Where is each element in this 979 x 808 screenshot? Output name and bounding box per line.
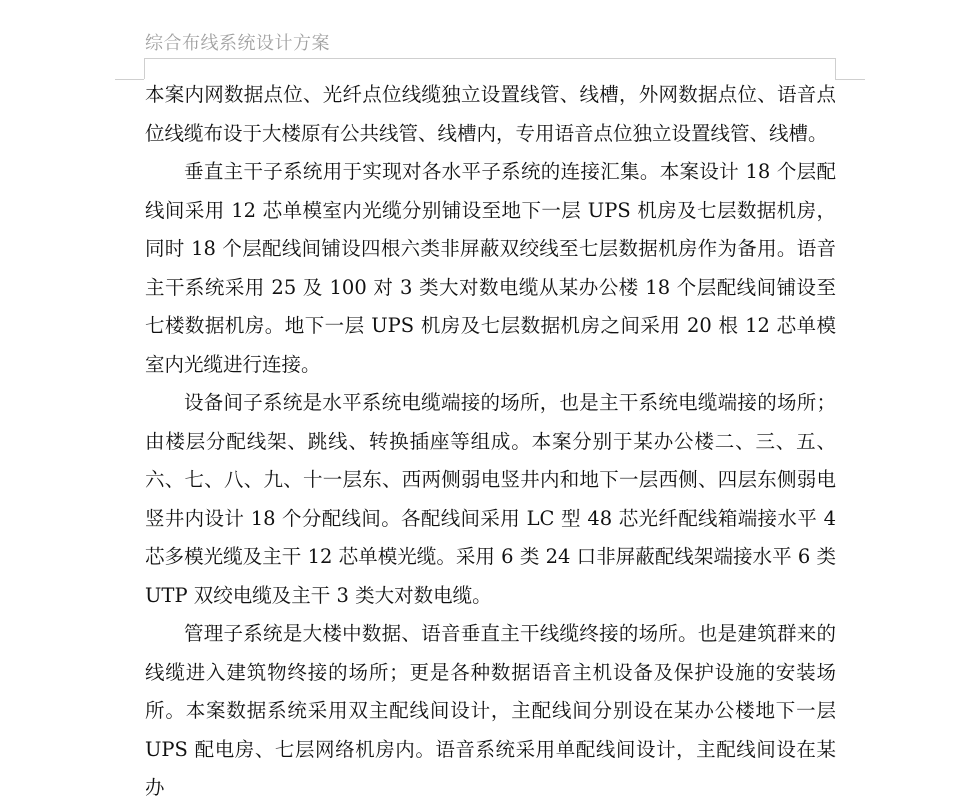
paragraph-backbone-subsystem: 垂直主干子系统用于实现对各水平子系统的连接汇集。本案设计 18 个层配线间采用 12 芯单模室内光缆分别铺设至地下一层 UPS 机房及七层数据机房，同时 18 个层配线间铺设四根六类非屏蔽双绞线至七层数据机房作为备用。语音主干系统采用 25 及 100 对 3 类大对数电缆从某办公楼 18 个层配线间铺设至七楼数据机房。地下一层 UPS 机房及七层数据机房之间采用 20 根 12 芯单模室内光缆进行连接。 [145, 160, 836, 376]
margin-crop-mark-right [835, 79, 865, 80]
page-header-title: 综合布线系统设计方案 [145, 33, 330, 54]
margin-crop-mark-left [115, 79, 144, 80]
paragraph-management-subsystem: 管理子系统是大楼中数据、语音垂直主干线缆终接的场所。也是建筑群来的线缆进入建筑物终接的场所；更是各种数据语音主机设备及保护设施的安装场所。本案数据系统采用双主配线间设计，主配线间分别设在某办公楼地下一层 UPS 配电房、七层网络机房内。语音系统采用单配线间设计，主配线间设在某办 [145, 622, 836, 799]
document-body [145, 76, 836, 808]
paragraph-equipment-room-subsystem: 设备间子系统是水平系统电缆端接的场所，也是主干系统电缆端接的场所；由楼层分配线架、跳线、转换插座等组成。本案分别于某办公楼二、三、五、六、七、八、九、十一层东、西两侧弱电竖井内和地下一层西侧、四层东侧弱电竖井内设计 18 个分配线间。各配线间采用 LC 型 48 芯光纤配线箱端接水平 4 芯多模光缆及主干 12 芯单模光缆。采用 6 类 24 口非屏蔽配线架端接水平 6 类 UTP 双绞电缆及主干 3 类大对数电缆。 [145, 391, 836, 607]
header-divider [145, 58, 835, 59]
paragraph-cabling-conduits: 本案内网数据点位、光纤点位线缆独立设置线管、线槽，外网数据点位、语音点位线缆布设于大楼原有公共线管、线槽内，专用语音点位独立设置线管、线槽。 [145, 83, 836, 145]
